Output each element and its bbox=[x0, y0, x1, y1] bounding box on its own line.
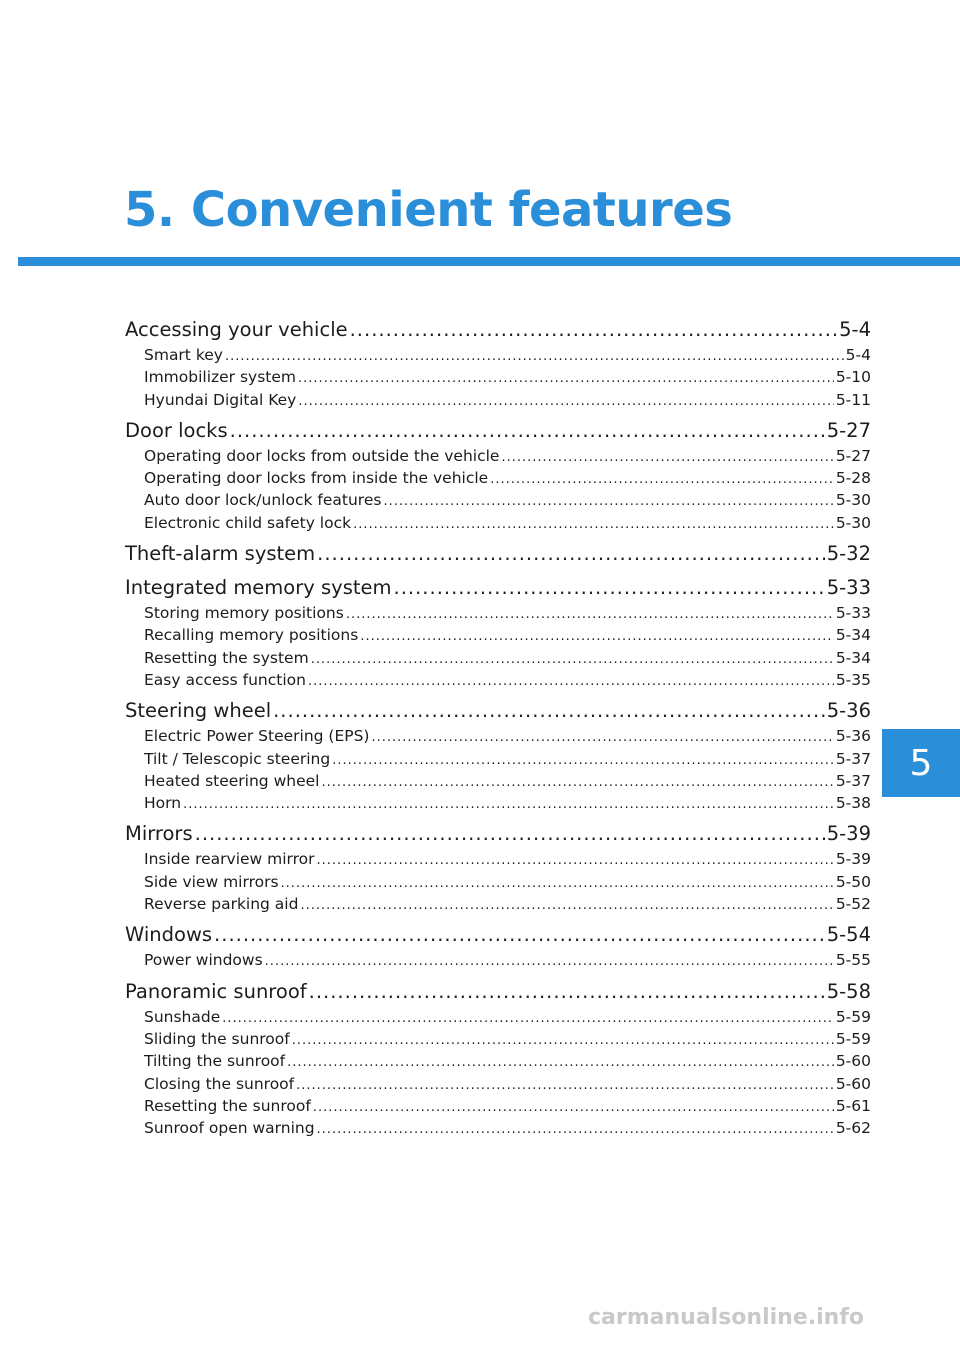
toc-section-entry[interactable] bbox=[125, 417, 871, 445]
dot-leader bbox=[360, 626, 834, 648]
toc-item-entry[interactable] bbox=[125, 949, 871, 971]
toc-item-page: 5-39 bbox=[835, 850, 871, 869]
toc-item-page: 5-30 bbox=[835, 491, 871, 510]
toc-item-entry[interactable] bbox=[125, 1006, 871, 1028]
dot-leader bbox=[394, 574, 825, 602]
toc-section-title: Panoramic sunroof bbox=[125, 979, 307, 1003]
toc-item-title: Electric Power Steering (EPS) bbox=[144, 727, 370, 746]
title-divider bbox=[18, 257, 960, 266]
toc-item-entry[interactable] bbox=[125, 344, 871, 366]
toc-item-entry[interactable] bbox=[125, 489, 871, 511]
toc-item-entry[interactable] bbox=[125, 1073, 871, 1095]
toc-item-title: Sunroof open warning bbox=[144, 1119, 315, 1138]
toc-item-entry[interactable] bbox=[125, 871, 871, 893]
toc-item-entry[interactable] bbox=[125, 1050, 871, 1072]
toc-section-entry[interactable] bbox=[125, 316, 871, 344]
toc-section-page: 5-36 bbox=[826, 699, 871, 723]
dot-leader bbox=[383, 491, 833, 513]
toc-section bbox=[125, 574, 871, 691]
dot-leader bbox=[292, 1030, 834, 1052]
table-of-contents bbox=[125, 316, 871, 1145]
footer-watermark: carmanualsonline.info bbox=[588, 1305, 864, 1330]
toc-item-entry[interactable] bbox=[125, 389, 871, 411]
dot-leader bbox=[313, 1097, 834, 1119]
toc-item-title: Side view mirrors bbox=[144, 872, 279, 891]
toc-item-page: 5-60 bbox=[835, 1074, 871, 1093]
toc-section bbox=[125, 316, 871, 411]
toc-item-page: 5-34 bbox=[835, 648, 871, 667]
toc-item-title: Tilt / Telescopic steering bbox=[144, 749, 331, 768]
toc-item-title: Tilting the sunroof bbox=[144, 1052, 286, 1071]
toc-item-page: 5-33 bbox=[835, 604, 871, 623]
toc-item-entry[interactable] bbox=[125, 893, 871, 915]
toc-item-page: 5-11 bbox=[835, 390, 871, 409]
toc-item-title: Sliding the sunroof bbox=[144, 1029, 290, 1048]
toc-item-title: Sunshade bbox=[144, 1007, 221, 1026]
toc-section bbox=[125, 540, 871, 568]
dot-leader bbox=[265, 951, 834, 973]
toc-item-entry[interactable] bbox=[125, 1095, 871, 1117]
dot-leader bbox=[296, 1075, 834, 1097]
toc-item-title: Horn bbox=[144, 794, 182, 813]
dot-leader bbox=[353, 514, 834, 536]
dot-leader bbox=[311, 649, 834, 671]
dot-leader bbox=[214, 921, 825, 949]
toc-section-page: 5-27 bbox=[826, 418, 871, 442]
toc-section-entry[interactable] bbox=[125, 697, 871, 725]
dot-leader bbox=[222, 1008, 834, 1030]
toc-item-page: 5-37 bbox=[835, 771, 871, 790]
dot-leader bbox=[317, 1119, 834, 1141]
dot-leader bbox=[273, 697, 825, 725]
chapter-tab[interactable]: 5 bbox=[882, 729, 960, 797]
toc-item-page: 5-59 bbox=[835, 1007, 871, 1026]
dot-leader bbox=[501, 447, 833, 469]
toc-item-page: 5-27 bbox=[835, 446, 871, 465]
toc-item-page: 5-30 bbox=[835, 513, 871, 532]
dot-leader bbox=[317, 850, 834, 872]
toc-section bbox=[125, 978, 871, 1140]
dot-leader bbox=[490, 469, 834, 491]
toc-item-entry[interactable] bbox=[125, 792, 871, 814]
toc-section-page: 5-39 bbox=[826, 822, 871, 846]
toc-item-entry[interactable] bbox=[125, 848, 871, 870]
toc-item-entry[interactable] bbox=[125, 770, 871, 792]
toc-item-title: Easy access function bbox=[144, 670, 306, 689]
toc-item-page: 5-36 bbox=[835, 727, 871, 746]
toc-item-title: Immobilizer system bbox=[144, 368, 297, 387]
toc-item-title: Reverse parking aid bbox=[144, 895, 299, 914]
dot-leader bbox=[321, 772, 833, 794]
dot-leader bbox=[300, 895, 833, 917]
toc-section-page: 5-58 bbox=[826, 979, 871, 1003]
toc-section-page: 5-4 bbox=[839, 318, 871, 341]
toc-section-entry[interactable] bbox=[125, 540, 871, 568]
toc-item-title: Smart key bbox=[144, 346, 223, 364]
dot-leader bbox=[298, 391, 833, 413]
toc-section-title: Mirrors bbox=[125, 822, 193, 846]
dot-leader bbox=[287, 1052, 834, 1074]
dot-leader bbox=[346, 604, 834, 626]
toc-section bbox=[125, 697, 871, 814]
toc-item-title: Storing memory positions bbox=[144, 604, 344, 623]
toc-item-entry[interactable] bbox=[125, 624, 871, 646]
dot-leader bbox=[309, 978, 825, 1006]
toc-item-page: 5-61 bbox=[835, 1096, 871, 1115]
toc-item-title: Hyundai Digital Key bbox=[144, 390, 297, 409]
toc-item-entry[interactable] bbox=[125, 748, 871, 770]
toc-item-page: 5-37 bbox=[835, 749, 871, 768]
toc-item-page: 5-28 bbox=[835, 469, 871, 488]
toc-item-entry[interactable] bbox=[125, 445, 871, 467]
toc-section-entry[interactable] bbox=[125, 921, 871, 949]
toc-section-title: Theft-alarm system bbox=[125, 542, 316, 566]
toc-item-title: Resetting the system bbox=[144, 648, 309, 667]
dot-leader bbox=[308, 671, 834, 693]
toc-section-title: Steering wheel bbox=[125, 699, 272, 723]
toc-item-page: 5-38 bbox=[835, 794, 871, 813]
toc-item-page: 5-62 bbox=[835, 1119, 871, 1138]
toc-item-title: Closing the sunroof bbox=[144, 1074, 295, 1093]
toc-section-title: Door locks bbox=[125, 418, 228, 442]
dot-leader bbox=[225, 346, 844, 368]
toc-section-title: Accessing your vehicle bbox=[125, 318, 348, 341]
toc-section-entry[interactable] bbox=[125, 820, 871, 848]
toc-section bbox=[125, 417, 871, 534]
toc-item-title: Inside rearview mirror bbox=[144, 850, 315, 869]
toc-item-entry[interactable] bbox=[125, 512, 871, 534]
dot-leader bbox=[281, 873, 834, 895]
toc-section-entry[interactable] bbox=[125, 574, 871, 602]
dot-leader bbox=[317, 540, 825, 568]
toc-section bbox=[125, 820, 871, 915]
toc-item-page: 5-50 bbox=[835, 872, 871, 891]
toc-item-page: 5-59 bbox=[835, 1029, 871, 1048]
dot-leader bbox=[350, 316, 838, 344]
dot-leader bbox=[230, 417, 825, 445]
toc-item-title: Electronic child safety lock bbox=[144, 513, 352, 532]
chapter-title: 5. Convenient features bbox=[124, 182, 733, 238]
toc-item-title: Heated steering wheel bbox=[144, 771, 320, 790]
toc-item-page: 5-52 bbox=[835, 895, 871, 914]
dot-leader bbox=[183, 794, 834, 816]
toc-section-title: Windows bbox=[125, 923, 213, 947]
toc-item-entry[interactable] bbox=[125, 1117, 871, 1139]
dot-leader bbox=[195, 820, 825, 848]
toc-section-page: 5-32 bbox=[826, 542, 871, 566]
toc-item-title: Operating door locks from inside the vehicle bbox=[144, 469, 489, 488]
dot-leader bbox=[332, 750, 834, 772]
toc-section-page: 5-54 bbox=[826, 923, 871, 947]
toc-item-entry[interactable] bbox=[125, 1028, 871, 1050]
dot-leader bbox=[371, 727, 833, 749]
toc-item-page: 5-10 bbox=[835, 368, 871, 387]
toc-item-entry[interactable] bbox=[125, 647, 871, 669]
toc-item-page: 5-55 bbox=[835, 951, 871, 970]
toc-item-title: Resetting the sunroof bbox=[144, 1096, 311, 1115]
toc-item-entry[interactable] bbox=[125, 467, 871, 489]
toc-item-entry[interactable] bbox=[125, 669, 871, 691]
toc-item-page: 5-60 bbox=[835, 1052, 871, 1071]
toc-item-title: Recalling memory positions bbox=[144, 626, 359, 645]
toc-item-title: Power windows bbox=[144, 951, 263, 970]
toc-item-title: Auto door lock/unlock features bbox=[144, 491, 382, 510]
toc-section-entry[interactable] bbox=[125, 978, 871, 1006]
toc-item-entry[interactable] bbox=[125, 366, 871, 388]
toc-item-entry[interactable] bbox=[125, 725, 871, 747]
dot-leader bbox=[298, 368, 834, 390]
toc-section-title: Integrated memory system bbox=[125, 576, 392, 600]
toc-section-page: 5-33 bbox=[826, 576, 871, 600]
toc-item-page: 5-4 bbox=[845, 346, 871, 364]
toc-section bbox=[125, 921, 871, 971]
toc-item-page: 5-34 bbox=[835, 626, 871, 645]
toc-item-title: Operating door locks from outside the vehicle bbox=[144, 446, 500, 465]
toc-item-page: 5-35 bbox=[835, 670, 871, 689]
toc-item-entry[interactable] bbox=[125, 602, 871, 624]
